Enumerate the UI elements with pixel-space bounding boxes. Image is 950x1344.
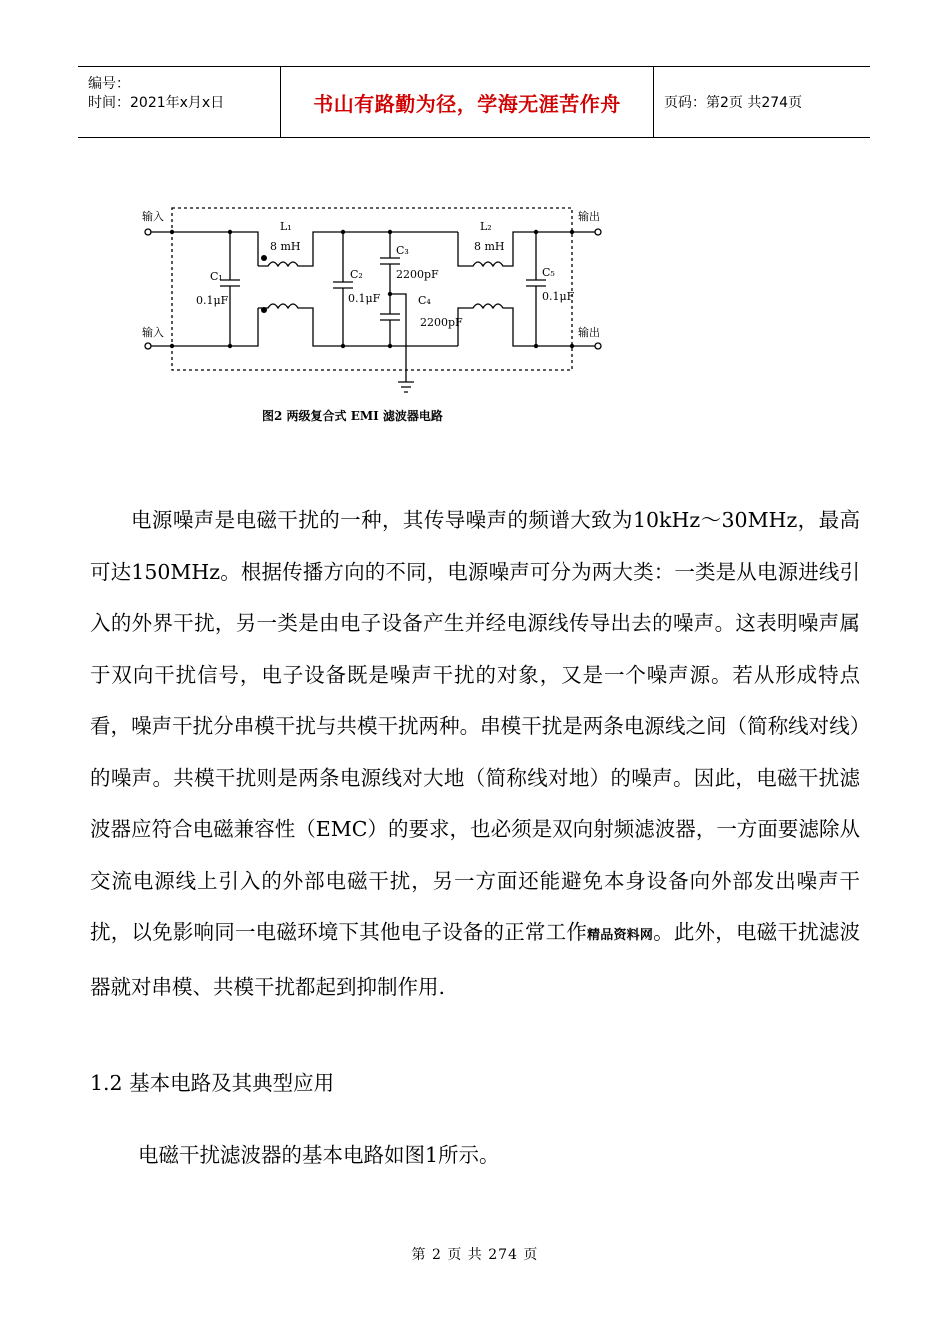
page-footer: 第 2 页 共 274 页: [411, 1247, 539, 1263]
inductor-l2-bottom: [458, 304, 595, 346]
output-terminal-bottom: [595, 343, 601, 349]
body-paragraph-text: 电源噪声是电磁干扰的一种，其传导噪声的频谱大致为10kHz～30MHz，最高可达150MHz。根据传播方向的不同，电源噪声可分为两大类：一类是从电源进线引入的外界干扰，另一类是由电子设备产生并经电源线传导出去的噪声。这表明噪声属于双向干扰信号，电子设备既是噪声干扰的对象，又是一个噪声源。若从形成特点看，噪声干扰分串模干扰与共模干扰两种。串模干扰是两条电源线之间（简称线对线）的噪声。共模干扰则是两条电源线对大地（简称线对地）的噪声。因此，电磁干扰滤波器应符合电磁兼容性（EMC）的要求，也必须是双向射频滤波器，一方面要滤除从交流电源线上引入的外部电磁干扰，另一方面还能避免本身设备向外部发出噪声干扰，以免影响同一电磁环境下其他电子设备的正常工作: [90, 508, 860, 944]
label-l1-value: 8 mH: [270, 240, 301, 253]
label-c5-value: 0.1μF: [542, 290, 575, 303]
label-c1-value: 0.1μF: [196, 294, 229, 307]
label-l2: L₂: [480, 220, 492, 233]
label-input-bottom: 输入: [142, 326, 164, 339]
label-output-bottom: 输出: [578, 326, 600, 339]
header-meta: [78, 67, 280, 137]
label-c5: C₅: [542, 266, 555, 279]
inline-source-note: 精品资料网: [587, 928, 654, 943]
wire-bottom-left: [151, 308, 258, 346]
label-c2: C₂: [350, 268, 363, 281]
body-paragraph: [90, 495, 860, 1013]
label-output-top: 输出: [578, 210, 600, 223]
time-label: 时间：2021年x月x日: [88, 95, 225, 111]
capacitor-c1: [220, 232, 240, 346]
circuit-figure: [138, 196, 608, 436]
output-terminal-top: [595, 229, 601, 235]
figure-caption: 图2 两级复合式 EMI 滤波器电路: [262, 409, 443, 423]
label-c3: C₃: [396, 244, 409, 257]
section-heading: 1.2 基本电路及其典型应用: [90, 1071, 335, 1095]
header-page-info: 页码：第2页 共274页: [664, 95, 803, 111]
emi-filter-circuit-diagram: [138, 196, 608, 436]
capacitor-c2: [333, 232, 353, 346]
wire-top-left: [151, 232, 258, 266]
header-motto: 书山有路勤为径，学海无涯苦作舟: [313, 91, 621, 116]
label-input-top: 输入: [142, 210, 164, 223]
header-page-cell: [654, 67, 870, 137]
page-header: [78, 66, 870, 138]
capacitor-c5: [526, 232, 546, 346]
label-c1: C₁: [210, 270, 223, 283]
header-motto-cell: [280, 67, 654, 137]
input-terminal-top: [145, 229, 151, 235]
label-c4: C₄: [418, 294, 431, 307]
ground-symbol: [390, 294, 414, 392]
label-l1: L₁: [280, 220, 292, 233]
input-terminal-bottom: [145, 343, 151, 349]
label-c2-value: 0.1μF: [348, 292, 381, 305]
label-l2-value: 8 mH: [474, 240, 505, 253]
body-paragraph-tail: 。此外，电磁干扰滤波器就对串模、共模干扰都起到抑制作用.: [90, 920, 860, 999]
label-c4-value: 2200pF: [420, 316, 463, 329]
label-c3-value: 2200pF: [396, 268, 439, 281]
body-line: 电磁干扰滤波器的基本电路如图1所示。: [138, 1143, 500, 1167]
number-label: 编号：: [88, 76, 130, 92]
